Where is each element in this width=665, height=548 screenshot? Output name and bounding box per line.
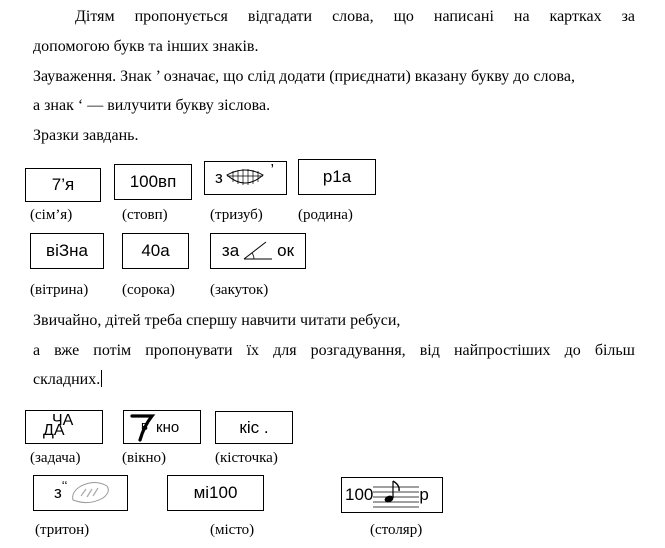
answer-label: (столяр): [370, 522, 423, 538]
answer-label: (вітрина): [30, 282, 89, 298]
rebus-card-soroka: [122, 233, 189, 269]
rebus-card-simya: [25, 168, 101, 202]
rebus-inner-letter: в: [141, 418, 148, 433]
answer-label: (тризуб): [210, 207, 263, 223]
music-note-icon: [373, 479, 419, 511]
answer-label: (місто): [210, 522, 255, 538]
answer-label: (закуток): [210, 282, 269, 298]
text-cursor: [101, 370, 102, 387]
rebus-text: р1а: [322, 167, 352, 186]
paragraph-advice: Звичайно, дітей треба спершу навчити читати ребуси,: [33, 312, 401, 329]
paragraph-intro-cont: допомогою букв та інших знаків.: [33, 38, 259, 55]
rebus-text: за: [221, 241, 240, 260]
rebus-card-tryzub: [204, 161, 287, 195]
rebus-text: мі100: [193, 483, 238, 502]
rebus-suffix: р: [419, 485, 429, 504]
rebus-text: віЗна: [46, 241, 88, 260]
rebus-card-vikno: [123, 410, 201, 444]
rebus-card-stovp: [114, 164, 192, 200]
paragraph-intro: Дітям пропонується відгадати слова, що написані на картках за: [75, 8, 635, 25]
rebus-card-zakutok: [210, 233, 306, 269]
answer-label: (сім’я): [30, 207, 73, 223]
rebus-card-kistochka: [215, 411, 293, 444]
paragraph-note-cont: а знак ‘ — вилучити букву зіслова.: [33, 97, 271, 114]
rebus-card-misto: [167, 475, 264, 511]
rebus-prefix: 100: [345, 485, 374, 504]
rebus-card-rodyna: [298, 159, 376, 195]
paragraph-advice-3: [33, 370, 102, 390]
rebus-card-zadacha: [25, 410, 103, 444]
bread-loaf-icon: [69, 480, 111, 506]
rebus-suffix: кно: [156, 418, 180, 436]
answer-label: (кісточка): [215, 450, 278, 466]
rebus-text: кіс .: [239, 417, 269, 437]
rebus-suffix: ок: [277, 241, 295, 260]
rebus-text: 100вп: [129, 172, 177, 191]
rebus-text: 40а: [141, 241, 170, 260]
answer-label: (сорока): [122, 282, 175, 298]
rebus-bottom-text: ДА: [43, 422, 65, 439]
rebus-card-stolyar: [341, 477, 443, 513]
number-seven-glyph: [130, 412, 156, 442]
paragraph-advice-3-text: складних.: [33, 371, 101, 388]
answer-label: (задача): [30, 450, 81, 466]
rebus-text: з: [54, 483, 62, 502]
paragraph-note: Зауваження. Знак ’ означає, що слід додати (приєднати) вказану букву до слова,: [33, 68, 575, 85]
rebus-text: 7’я: [51, 175, 75, 194]
paragraph-advice-2: а вже потім пропонувати їх для розгадування, від найпростіших до більш: [33, 342, 635, 359]
rebus-card-vitryna: [30, 233, 104, 269]
answer-label: (родина): [298, 207, 353, 223]
rebus-text: з: [215, 168, 223, 187]
answer-label: (вікно): [122, 450, 167, 466]
answer-label: (стовп): [122, 207, 168, 223]
answer-label: (тритон): [35, 522, 90, 538]
rebus-card-tryton: [33, 475, 128, 511]
paragraph-samples-heading: Зразки завдань.: [33, 127, 139, 144]
apostrophe-mark: ‘‘: [61, 477, 68, 493]
apostrophe-mark: ’: [270, 162, 274, 179]
angle-icon: [242, 240, 274, 262]
teeth-icon: [225, 167, 265, 189]
rebus-top-text: ЧА: [52, 412, 74, 429]
